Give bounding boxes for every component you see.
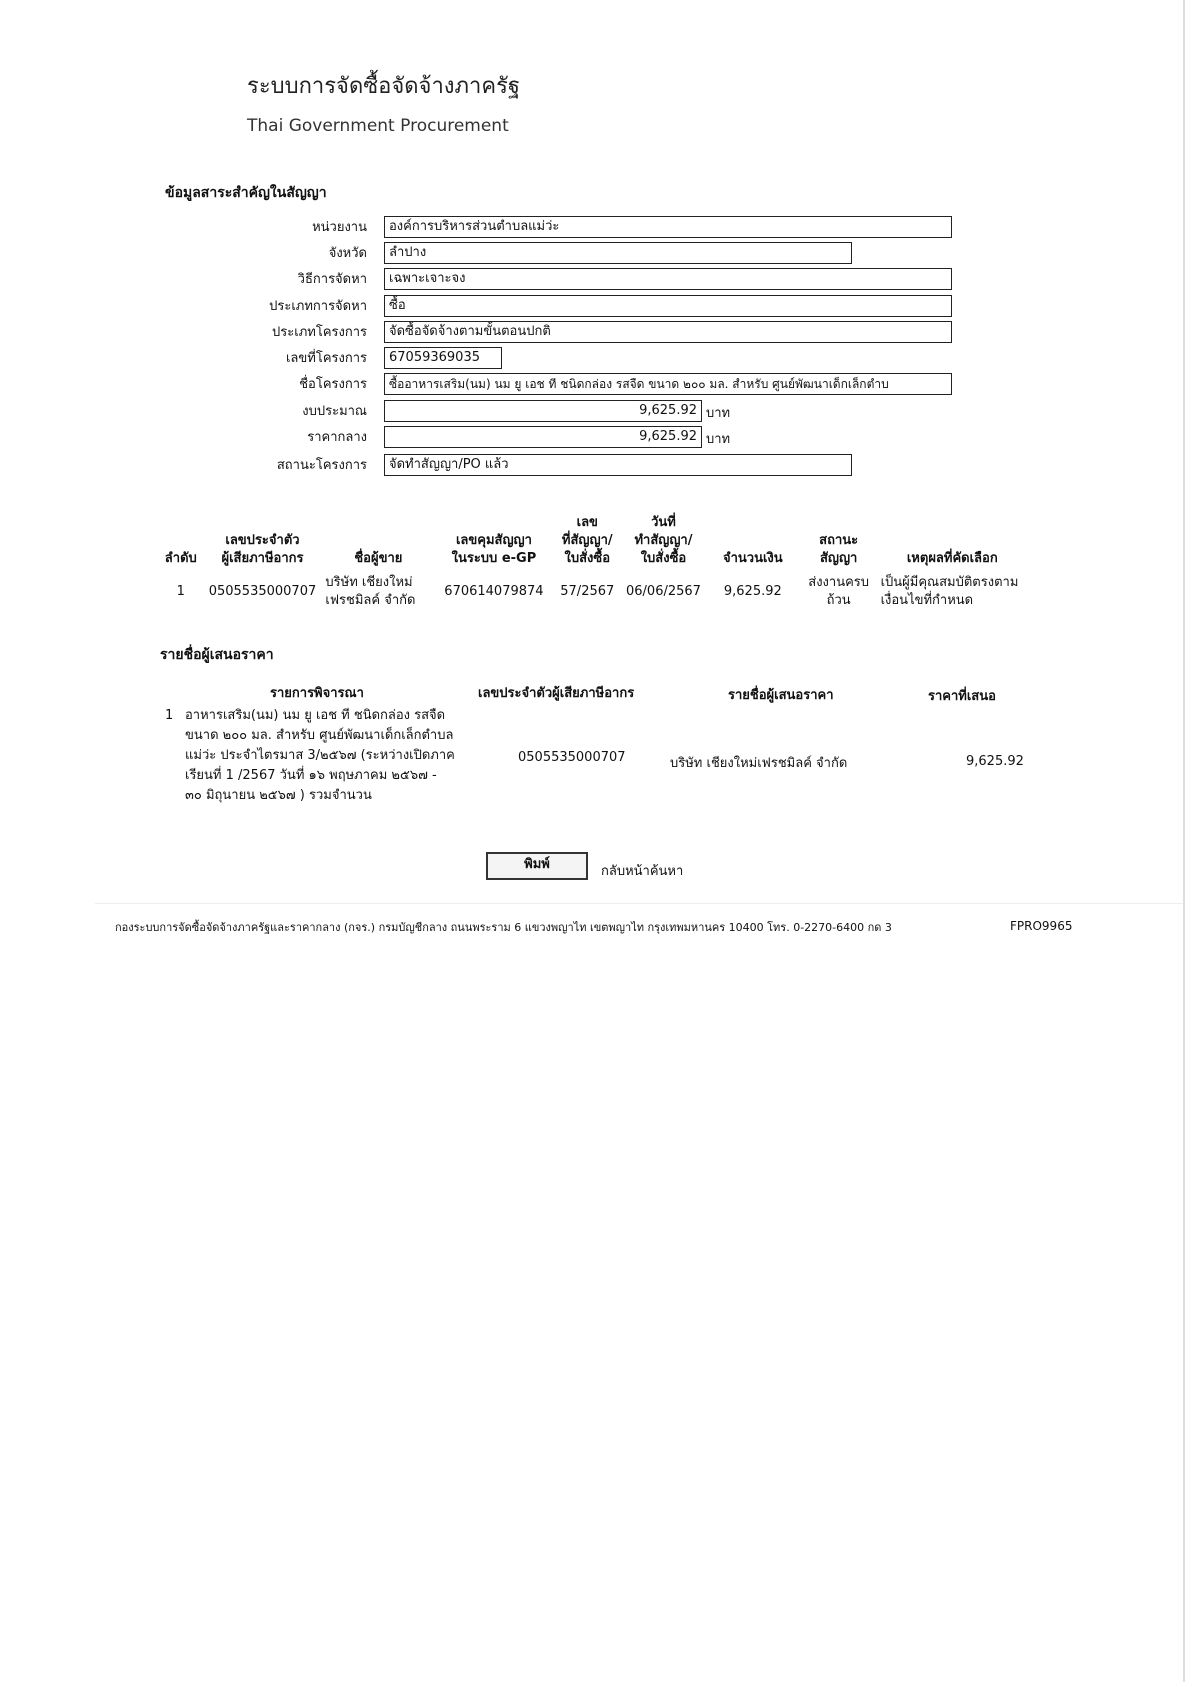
bidder-row-price: 9,625.92 — [966, 754, 1024, 769]
cell-date: 06/06/2567 — [626, 584, 701, 599]
bidders-section-title: รายชื่อผู้เสนอราคา — [160, 647, 274, 663]
project-name-label: ชื่อโครงการ — [299, 377, 367, 392]
agency-label: หน่วยงาน — [312, 220, 367, 235]
col-status: สถานะ สัญญา — [819, 533, 859, 566]
cell-reason: เป็นผู้มีคุณสมบัติตรงตาม เงื่อนไขที่กำหนด — [880, 575, 1019, 608]
table-row — [158, 568, 1028, 616]
cell-contract-no: 57/2567 — [560, 584, 615, 599]
bidder-row-tax-id: 0505535000707 — [518, 750, 626, 765]
project-no-label: เลขที่โครงการ — [285, 351, 367, 366]
budget-unit: บาท — [706, 406, 731, 421]
median-label: ราคากลาง — [307, 430, 367, 445]
project-no-field: 67059369035 — [384, 347, 502, 369]
page-title-english: Thai Government Procurement — [247, 116, 509, 136]
province-label: จังหวัด — [328, 246, 367, 261]
col-vendor: ชื่อผู้ขาย — [354, 551, 403, 566]
page-title-thai: ระบบการจัดซื้อจัดจ้างภาครัฐ — [247, 74, 521, 99]
cell-status: ส่งงานครบ ถ้วน — [808, 575, 870, 608]
bidder-row-name: บริษัท เชียงใหม่เฟรชมิลค์ จำกัด — [670, 756, 848, 771]
col-amount: จำนวนเงิน — [722, 551, 783, 566]
cell-tax-id: 0505535000707 — [208, 584, 317, 599]
province-field: ลำปาง — [384, 242, 852, 264]
col-control-no: เลขคุมสัญญา ในระบบ e-GP — [451, 533, 537, 566]
project-type-label: ประเภทโครงการ — [272, 325, 367, 340]
col-seq: ลำดับ — [164, 551, 197, 566]
project-status-field: จัดทำสัญญา/PO แล้ว — [384, 454, 852, 476]
back-to-search-link[interactable]: กลับหน้าค้นหา — [601, 864, 684, 879]
cell-amount: 9,625.92 — [723, 584, 782, 599]
contract-table — [158, 506, 1028, 616]
footer-code: FPRO9965 — [1010, 919, 1073, 933]
bidders-col-item: รายการพิจารณา — [270, 686, 364, 701]
method-label: วิธีการจัดหา — [297, 272, 367, 287]
page-edge — [1183, 0, 1185, 1682]
cell-control-no: 670614079874 — [444, 584, 544, 599]
footer-divider — [95, 903, 1185, 904]
status-label: สถานะโครงการ — [276, 458, 367, 473]
print-button[interactable]: พิมพ์ — [486, 852, 588, 880]
budget-label: งบประมาณ — [302, 404, 367, 419]
project-name-field: ซื้ออาหารเสริม(นม) นม ยู เอช ที ชนิดกล่อง รสจืด ขนาด ๒๐๐ มล. สำหรับ ศูนย์พัฒนาเด็กเล็กตำบ — [384, 373, 952, 395]
median-unit: บาท — [706, 432, 731, 447]
bidder-row-item: อาหารเสริม(นม) นม ยู เอช ที ชนิดกล่อง รสจืด ขนาด ๒๐๐ มล. สำหรับ ศูนย์พัฒนาเด็กเล็กตำบล แม่ว่ะ ประจำไตรมาส 3/๒๕๖๗ (ระหว่างเปิดภาค เรียนที่ 1 /2567 วันที่ ๑๖ พฤษภาคม ๒๕๖๗ - ๓๐ มิถุนายน ๒๕๖๗ ) รวมจำนวน — [185, 708, 455, 803]
proc-type-label: ประเภทการจัดหา — [269, 299, 367, 314]
agency-field: องค์การบริหารส่วนตำบลแม่ว่ะ — [384, 216, 952, 238]
contract-table-header — [158, 506, 1028, 568]
col-reason: เหตุผลที่คัดเลือก — [906, 551, 998, 566]
summary-section-title: ข้อมูลสาระสำคัญในสัญญา — [165, 185, 327, 201]
col-contract-no: เลข ที่สัญญา/ ใบสั่งซื้อ — [561, 515, 613, 566]
bidders-col-price: ราคาที่เสนอ — [928, 689, 996, 704]
project-type-field: จัดซื้อจัดจ้างตามขั้นตอนปกติ — [384, 321, 952, 343]
cell-seq: 1 — [176, 584, 185, 599]
col-date: วันที่ ทำสัญญา/ ใบสั่งซื้อ — [634, 515, 693, 566]
bidders-col-name: รายชื่อผู้เสนอราคา — [728, 688, 834, 703]
cell-vendor: บริษัท เชียงใหม่ เฟรชมิลค์ จำกัด — [325, 575, 416, 608]
bidder-row-seq: 1 — [165, 708, 174, 723]
budget-field: 9,625.92 — [384, 400, 702, 422]
bidders-col-tax-id: เลขประจำตัวผู้เสียภาษีอากร — [478, 686, 635, 701]
median-price-field: 9,625.92 — [384, 426, 702, 448]
method-field: เฉพาะเจาะจง — [384, 268, 952, 290]
proc-type-field: ซื้อ — [384, 295, 952, 317]
footer-address: กองระบบการจัดซื้อจัดจ้างภาครัฐและราคากลาง (กจร.) กรมบัญชีกลาง ถนนพระราม 6 แขวงพญาไท เขตพญาไท กรุงเทพมหานคร 10400 โทร. 0-2270-6400 กด 3 — [115, 921, 892, 934]
col-tax-id: เลขประจำตัว ผู้เสียภาษีอากร — [221, 533, 304, 566]
